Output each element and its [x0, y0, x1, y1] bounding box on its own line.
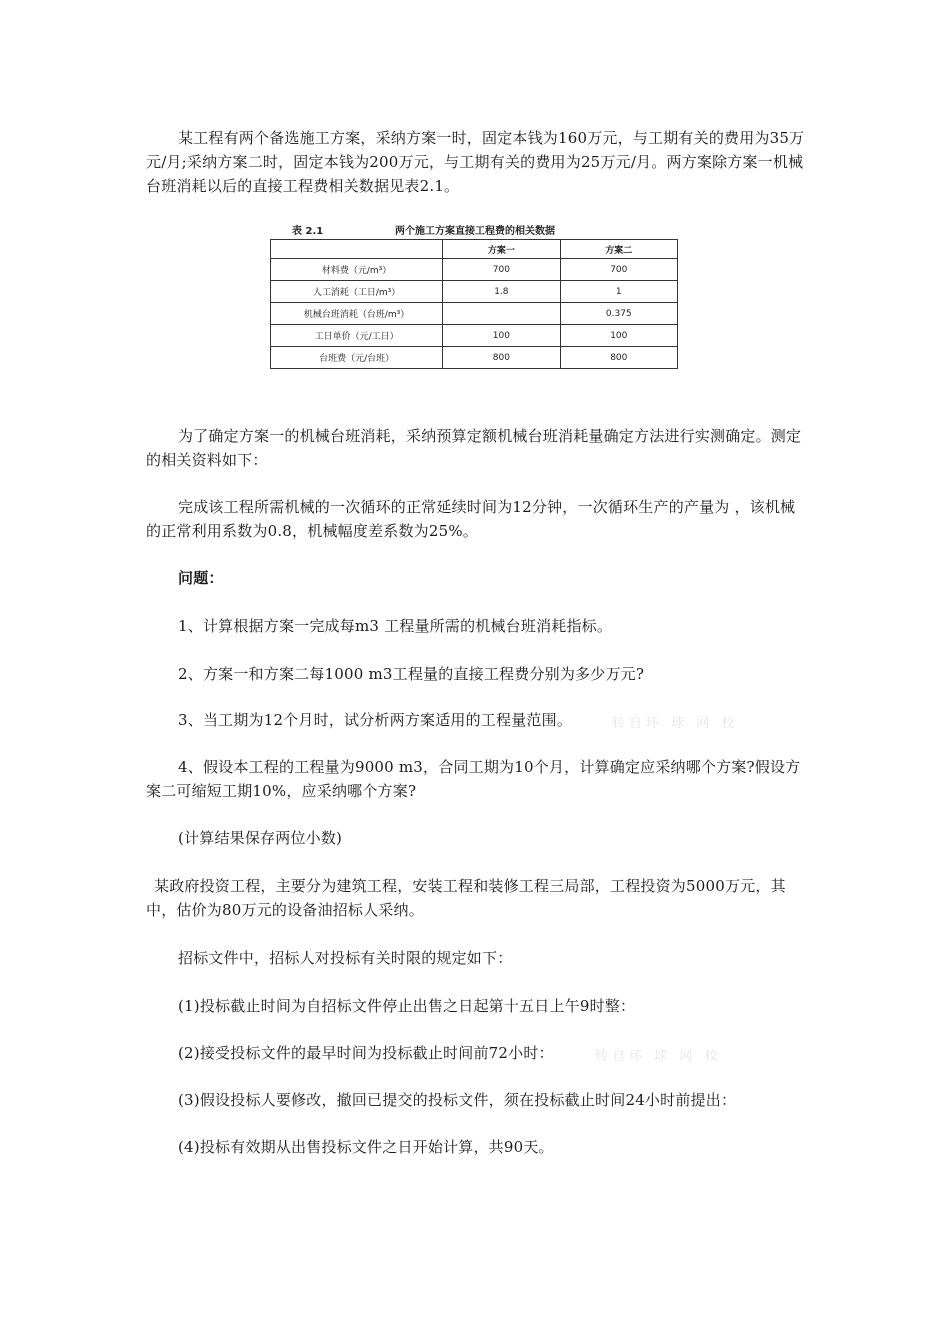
table-header-row [271, 240, 678, 259]
table-cell: 100 [443, 325, 560, 347]
table-cell: 0.375 [560, 303, 677, 325]
table-header-cell [271, 240, 443, 259]
question-1: 1、计算根据方案一完成每m3 工程量所需的机械台班消耗指标。 [178, 617, 613, 635]
questions-heading: 问题： [178, 569, 224, 587]
table-cell: 700 [443, 259, 560, 281]
table-row [271, 325, 678, 347]
table-cell: 台班费（元/台班） [271, 347, 443, 369]
rule-3: (3)假设投标人要修改，撤回已提交的投标文件，须在投标截止时间24小时前提出： [178, 1091, 737, 1109]
table-cell: 工日单价（元/工日） [271, 325, 443, 347]
question-2: 2、方案一和方案二每1000 m3工程量的直接工程费分别为多少万元? [178, 665, 645, 683]
table-cell: 700 [560, 259, 677, 281]
table-header-cell: 方案二 [560, 240, 677, 259]
table-caption-number: 表 2.1 [292, 226, 324, 237]
table-row [271, 281, 678, 303]
case2-rules-heading: 招标文件中，招标人对投标有关时限的规定如下： [178, 949, 513, 967]
intro-paragraph: 某工程有两个备选施工方案，采纳方案一时，固定本钱为160万元，与工期有关的费用为35万元/月;采纳方案二时，固定本钱为200万元，与工期有关的费用为25万元/月。两方案除方案一机械台班消耗以后的直接工程费相关数据见表2.1。 [146, 129, 805, 195]
calculation-note: (计算结果保存两位小数) [178, 829, 343, 847]
rule-1: (1)投标截止时间为自招标文件停止出售之日起第十五日上午9时整： [178, 997, 636, 1015]
watermark: 转自环 球 网 校 [595, 1049, 722, 1064]
table-cell: 材料费（元/m³） [271, 259, 443, 281]
table-cell: 人工消耗（工日/m³） [271, 281, 443, 303]
question-4: 4、假设本工程的工程量为9000 m3，合同工期为10个月，计算确定应采纳哪个方案?假设方案二可缩短工期10%，应采纳哪个方案? [146, 758, 801, 800]
paragraph-measurement-data: 完成该工程所需机械的一次循环的正常延续时间为12分钟，一次循环生产的产量为 ，该机械的正常利用系数为0.8，机械幅度差系数为25%。 [146, 498, 796, 540]
case2-intro-paragraph: 某政府投资工程，主要分为建筑工程，安装工程和装修工程三局部，工程投资为5000万元，其中，估价为80万元的设备油招标人采纳。 [146, 877, 786, 919]
question-3: 3、当工期为12个月时，试分析两方案适用的工程量范围。 [178, 711, 573, 729]
table-cell: 机械台班消耗（台班/m³） [271, 303, 443, 325]
table-header-cell: 方案一 [443, 240, 560, 259]
rule-4: (4)投标有效期从出售投标文件之日开始计算，共90天。 [178, 1138, 554, 1156]
table-cell: 1.8 [443, 281, 560, 303]
cost-data-table [270, 239, 678, 369]
table-row [271, 259, 678, 281]
table-row [271, 347, 678, 369]
watermark: 转自环 球 网 校 [612, 716, 739, 731]
table-row [271, 303, 678, 325]
table-cell: 800 [443, 347, 560, 369]
table-caption-title: 两个施工方案直接工程费的相关数据 [395, 226, 555, 237]
paragraph-measurement-method: 为了确定方案一的机械台班消耗，采纳预算定额机械台班消耗量确定方法进行实测确定。测定的相关资料如下： [146, 427, 802, 469]
table-cell: 1 [560, 281, 677, 303]
table-cell [443, 303, 560, 325]
table-cell: 800 [560, 347, 677, 369]
rule-2: (2)接受投标文件的最早时间为投标截止时间前72小时： [178, 1044, 554, 1062]
table-cell: 100 [560, 325, 677, 347]
table-image [270, 222, 680, 382]
